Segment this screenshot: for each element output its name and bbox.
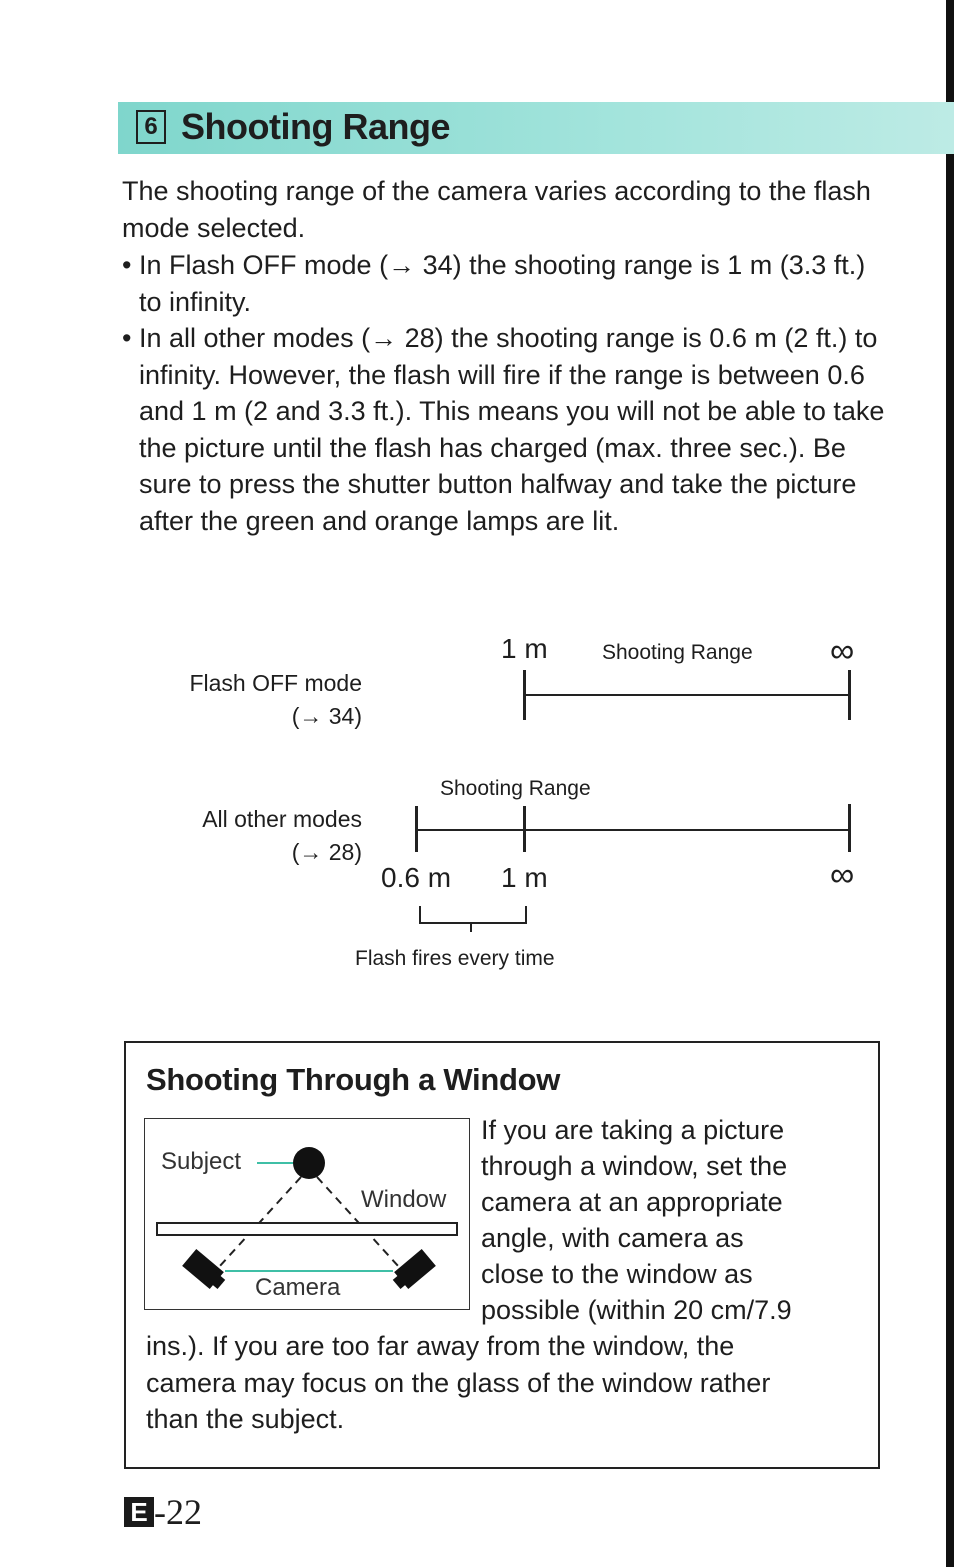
camera-right-icon [390,1249,436,1293]
flash-off-start-label: 1 m [501,633,548,664]
flash-off-mode-label: Flash OFF mode [189,670,362,696]
other-start-label: 0.6 m [381,862,452,893]
window-text-line: than the subject. [146,1404,345,1434]
other-range-label: Shooting Range [440,777,591,800]
window-tip-text-bottom [146,1328,866,1438]
other-end-tick [848,804,851,852]
other-range-line [415,829,850,831]
flash-fires-note: Flash fires every time [355,947,555,970]
section-title: Shooting Range [181,106,450,147]
window-tip-text-side [481,1112,866,1328]
window-text-line: camera may focus on the glass of the window rather [146,1367,771,1398]
window-text-line: possible (within 20 cm/7.9 [481,1295,792,1325]
window-text-line: If you are taking a picture [481,1115,785,1145]
subject-label: Subject [161,1148,242,1175]
bullet-list [122,247,892,539]
other-infinity-label: ∞ [830,856,855,894]
window-text-line: close to the window as [481,1259,753,1289]
flash-off-range-label: Shooting Range [602,641,753,664]
shooting-range-diagram [0,620,954,990]
camera-label: Camera [255,1274,341,1301]
flash-off-range-line [523,694,850,696]
flash-off-end-tick [848,670,851,720]
window-figure [144,1118,470,1310]
flash-off-infinity-label: ∞ [830,632,855,670]
window-text-line: ins.). If you are too far away from the window, the [146,1331,735,1361]
flash-off-ref: (→ 34) [291,703,362,729]
other-modes-label: All other modes [202,806,362,832]
flash-zone-bracket [419,906,527,924]
intro-paragraph: The shooting range of the camera varies according to the flash mode selected. [122,176,871,243]
window-label: Window [361,1186,447,1213]
page-number: -22 [154,1492,202,1532]
window-glass [157,1223,457,1235]
other-modes-ref: (→ 28) [291,839,362,865]
bullet-flash-off: • In Flash OFF mode (→ 34) the shooting range is 1 m (3.3 ft.) to infinity. [122,247,892,320]
subject-dot-icon [293,1147,325,1179]
window-tip-title: Shooting Through a Window [146,1062,561,1097]
section-number-box: 6 [136,110,166,144]
window-text-line: camera at an appropriate [481,1187,783,1217]
bullet-other-modes: • In all other modes (→ 28) the shooting range is 0.6 m (2 ft.) to infinity. However, the flash will fire if the range is between 0.6 and 1 m (2 and 3.3 ft.). This means you will not be able to take the picture until the flash has charged (max. three sec.). Be sure to press the shutter button halfway and take the picture after the green and orange lamps are lit. [122,320,892,539]
window-text-line: angle, with camera as [481,1223,744,1253]
window-text-line: through a window, set the [481,1151,788,1181]
other-mid-label: 1 m [501,862,548,893]
language-badge: E [124,1497,154,1527]
flash-zone-bracket-stem [470,922,472,932]
camera-left-icon [182,1249,228,1293]
